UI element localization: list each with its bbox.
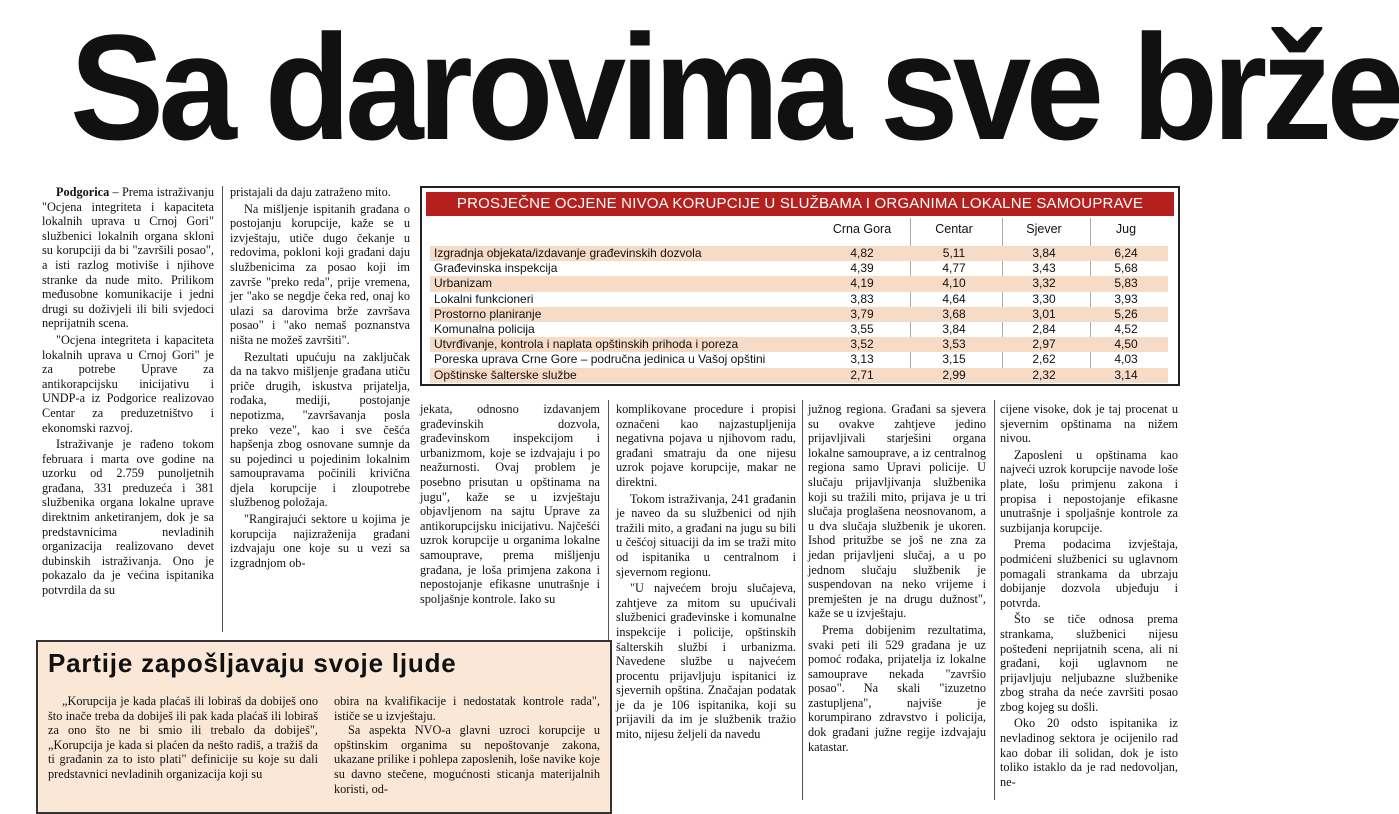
row-label: Utvrđivanje, kontrola i naplata opštinskih prihoda i poreza [434, 337, 739, 352]
table-header-cell: Crna Gora [832, 222, 892, 236]
table-cell: 4,64 [942, 291, 966, 306]
table-cell: 2,99 [942, 367, 966, 382]
sidebar-paragraph: Sa aspekta NVO-a glavni uzroci korupcije u opštinskim organima su nepoštovanje zakona, ukazane prilike i pohlepa zaposlenih, loše navike koje su davno stečene, mogućnosti sticanja materijalnih koristi, od- [334, 723, 600, 796]
table-cell: 4,10 [942, 276, 966, 291]
table-cell: 3,15 [942, 352, 966, 367]
table-cell: 2,84 [1032, 321, 1056, 336]
article-paragraph: Prema dobijenim rezultatima, svaki peti ili 529 građana je uz pomoć rođaka, prijatelja iz lokalne samouprave nekada "završio posao". Na skali "izuzetno zastupljena", najviše je korumpirano zdravstvo i policija, dok građani južne regije izdvajaju katastar. [808, 622, 986, 754]
corruption-table [420, 186, 1180, 386]
article-paragraph: Rezultati upućuju na zaključak da na takvo mišljenje građana utiču priče drugih, iskustva prijatelja, rođaka, mediji, postojanje nepotizma, "završavanja posla preko veze", kao i sve češća hapšenja zbog osnovane sumnje da su pojedinci u pojedinim lokalnim samoupravama počinili krivična djela korupcije i zloupotrebe službenog položaja. [230, 349, 410, 510]
table-cell: 3,52 [850, 337, 874, 352]
article-column-4 [616, 402, 796, 800]
article-column-1 [42, 185, 214, 633]
row-label: Građevinska inspekcija [434, 261, 558, 276]
table-cell: 3,30 [1032, 291, 1056, 306]
row-label: Izgradnja objekata/izdavanje građevinskih dozvola [434, 246, 702, 260]
table-row [430, 246, 1168, 261]
table-cell: 3,79 [850, 306, 874, 321]
table-row [430, 276, 1168, 291]
sidebar-title: Partije zapošljavaju svoje ljude [48, 648, 457, 678]
table-cell: 3,93 [1114, 291, 1138, 306]
dateline: Podgorica [56, 185, 110, 199]
table-cell: 2,32 [1032, 367, 1056, 382]
sidebar-column-left [48, 694, 318, 782]
table-row [430, 292, 1168, 307]
table-cell: 3,84 [942, 321, 966, 336]
table-cell: 4,50 [1114, 337, 1138, 352]
table-cell: 3,84 [1032, 246, 1056, 260]
article-paragraph: Na mišljenje ispitanih građana o postojanju korupcije, kaže se u izvještaju, utiče dugo čekanje u redovima, pokloni koji građani daju službenicima za posao koji im završe "preko reda", prije vremena, jer "ako se negdje čeka red, onaj ko ulazi sa darovima brže završava posao" i "ako nemaš poznanstva ništa ne možeš završiti". [230, 201, 410, 347]
table-row [430, 322, 1168, 337]
article-paragraph: Istraživanje je rađeno tokom februara i marta ove godine na uzorku od 2.759 punoljetnih građana, 331 preduzeća i 381 službenika organa lokalne uprave direktnim anketiranjem, dok je sa predstavnicima nevladinih organizacija realizovano devet dubinskih istraživanja. Ono je pokazalo da je većina ispitanika potvrdila da su [42, 437, 214, 598]
table-cell: 3,43 [1032, 261, 1056, 276]
row-label: Poreska uprava Crne Gore – područna jedinica u Vašoj opštini [434, 352, 766, 367]
table-cell: 3,53 [942, 337, 966, 352]
table-row [430, 307, 1168, 322]
table-cell: 3,83 [850, 291, 874, 306]
article-paragraph: komplikovane procedure i propisi označeni kao najzastupljenija negativna pojava u njihovom radu, građani smatraju da one nijesu uzrok pojave korupcije, makar ne direktni. [616, 402, 796, 489]
table-cell: 3,32 [1032, 276, 1056, 291]
table-cell: 2,71 [850, 367, 874, 382]
article-paragraph: Prema podacima izvještaja, podmićeni službenici su uglavnom pomagali strankama da ubrzaju dobijanje dozvola ubjeđuju i potvrda. [1000, 537, 1178, 610]
row-label: Opštinske šalterske službe [434, 367, 577, 382]
column-rule [994, 400, 995, 800]
table-cell: 3,01 [1032, 306, 1056, 321]
row-label: Urbanizam [434, 276, 493, 291]
table-row [430, 261, 1168, 276]
table-body [430, 246, 1168, 383]
article-paragraph: "Ocjena integriteta i kapaciteta lokalnih uprava u Crnoj Gori" je za potrebe Uprave za antikorapcijsku inicijativu i UNDP-a iz Podgorice realizovao Centar za preduzetništvo i ekonomski razvoj. [42, 332, 214, 435]
table-cell: 5,26 [1114, 306, 1138, 321]
sidebar-paragraph: „Korupcija je kada plaćaš ili lobiraš da dobiješ ono što inače treba da dobiješ ili pak kada plaćaš ili lobiraš za ono što ne bi smio ili trebalo da dobiješ", „Korupcija je kada si plaćen da nešto radiš, a tražiš da ti građanin za to isto plati" definicije su koje su dali predstavnici nevladinih organizacija koji su [48, 694, 318, 781]
row-label: Prostorno planiranje [434, 306, 542, 321]
row-label: Komunalna policija [434, 321, 535, 336]
article-paragraph: jekata, odnosno izdavanjem građevinskih dozvola, građevinskom inspekcijom i urbanizmom, koje se izdvajaju i po neažurnosti. Ovaj problem je posebno prisutan u opštinama na jugu", kaže se u izvještaju objavljenom na sajtu Uprave za antikorupcijsku inicijativu. Najčešći uzrok korupcije u organima lokalne samouprave, prema mišljenju građana, je loša primjena zakona i nepostojanje efikasne unutrašnje i spoljašnje kontrole. Iako su [420, 402, 600, 606]
table-cell: 4,77 [942, 261, 966, 276]
table-cell: 4,19 [850, 276, 874, 291]
sidebar-box [36, 640, 612, 814]
table-cell: 5,83 [1114, 276, 1138, 291]
headline-area [0, 0, 1399, 182]
article-paragraph: Zaposleni u opštinama kao najveći uzrok korupcije navode loše plate, lošu primjenu zakona i propisa i nepostojanje efikasne unutrašnje i spoljašnje kontrole za suzbijanja korupcije. [1000, 447, 1178, 535]
table-header-cell: Sjever [1026, 222, 1062, 236]
table-cell: 4,82 [850, 246, 874, 260]
sidebar-paragraph: obira na kvalifikacije i nedostatak kontrole rada", ističe se u izvještaju. [334, 694, 600, 723]
table-cell: 3,55 [850, 321, 874, 336]
article-paragraph: Podgorica – Prema istraživanju "Ocjena integriteta i kapaciteta lokalnih uprava u Crnoj Gori" službenici lokalnih organa skloni su korupciji da bi "završili posao", a isti razlog motiviše i njihove stranke da nude mito. Prilikom međusobne komunikacije i jedni drugi su doživjeli ili bili svjedoci neprijatnih scena. [42, 185, 214, 331]
sidebar-column-right [334, 694, 600, 796]
table-cell: 2,97 [1032, 337, 1056, 352]
table-header [422, 222, 1178, 244]
article-paragraph: Tokom istraživanja, 241 građanin je naveo da su službenici od njih tražili mito, a građani na jugu su bili u češćoj situaciji da im se traži mito od ispitanika u centralnom i sjevernom regionu. [616, 491, 796, 579]
table-header-cell: Jug [1115, 222, 1137, 236]
article-paragraph: pristajali da daju zatraženo mito. [230, 185, 391, 199]
article-paragraph: Što se tiče odnosa prema strankama, službenici nijesu pošteđeni neprijatnih scena, ali ni građani, koji uglavnom ne prijavljuju neljubazne službenike zbog straha da neće završiti posao zbog kojeg su došli. [1000, 612, 1178, 714]
table-cell: 2,62 [1032, 352, 1056, 367]
article-paragraph: Oko 20 odsto ispitanika iz nevladinog sektora je ocijenilo rad kao dobar ili solidan, dok je isto toliko istaklo da je rad nedovoljan, ne- [1000, 716, 1178, 789]
table-row [430, 352, 1168, 367]
article-column-5 [808, 402, 986, 800]
column-rule [222, 186, 223, 632]
table-cell: 6,24 [1114, 246, 1138, 260]
table-cell: 5,68 [1114, 261, 1138, 276]
table-cell: 4,39 [850, 261, 874, 276]
article-paragraph: cijene visoke, dok je taj procenat u sjevernim opštinama na nižem nivou. [1000, 402, 1178, 446]
table-row [430, 337, 1168, 352]
table-cell: 4,52 [1114, 321, 1138, 336]
table-cell: 3,13 [850, 352, 874, 367]
article-paragraph: južnog regiona. Građani sa sjevera su ovakve zahtjeve jedino prijavljivali starješini organa lokalne samouprave, a iz centralnog regiona samo Upravi policije. U slučaju prijavljivanja službenika koji su tražili mito, prijava je u tri slučaja proglašena neosnovanom, a u dva slučaja službenik je ukoren. Ishod pritužbe se još ne zna za jedan prijavljeni slučaj, a u po jednom slučaju službenik je suspendovan na neko vrijeme i premješten je na drugu dužnost", kaže se u izvještaju. [808, 402, 986, 621]
table-cell: 4,03 [1114, 352, 1138, 367]
article-column-6 [1000, 402, 1178, 800]
table-row [430, 368, 1168, 383]
table-cell: 3,68 [942, 306, 966, 321]
table-header-cell: Centar [935, 222, 973, 236]
article-column-2 [230, 185, 410, 633]
headline: Sa darovima sve brže [70, 3, 1399, 171]
table-title: PROSJEČNE OCJENE NIVOA KORUPCIJE U SLUŽBAMA I ORGANIMA LOKALNE SAMOUPRAVE [426, 192, 1174, 216]
column-rule [802, 400, 803, 800]
article-column-3 [420, 402, 600, 634]
article-paragraph: "U najvećem broju slučajeva, zahtjeve za mitom su upućivali službenici građevinske i komunalne inspekcije i policije, opštinskih šalterskih službi i urbanizma. Navedene službe u najvećem procentu prijavljuju ispitanici iz sjevernih opština. Značajan podatak je da je 106 ispitanika, koji su prijavili da im je službenik tražio mito, nijesu željeli da navedu [616, 581, 796, 742]
table-cell: 3,14 [1114, 367, 1138, 382]
table-cell: 5,11 [942, 246, 966, 260]
row-label: Lokalni funkcioneri [434, 291, 534, 306]
article-paragraph: "Rangirajući sektore u kojima je korupcija najizraženija građani izdvajaju one koje su u vezi sa izgradnjom ob- [230, 512, 410, 570]
